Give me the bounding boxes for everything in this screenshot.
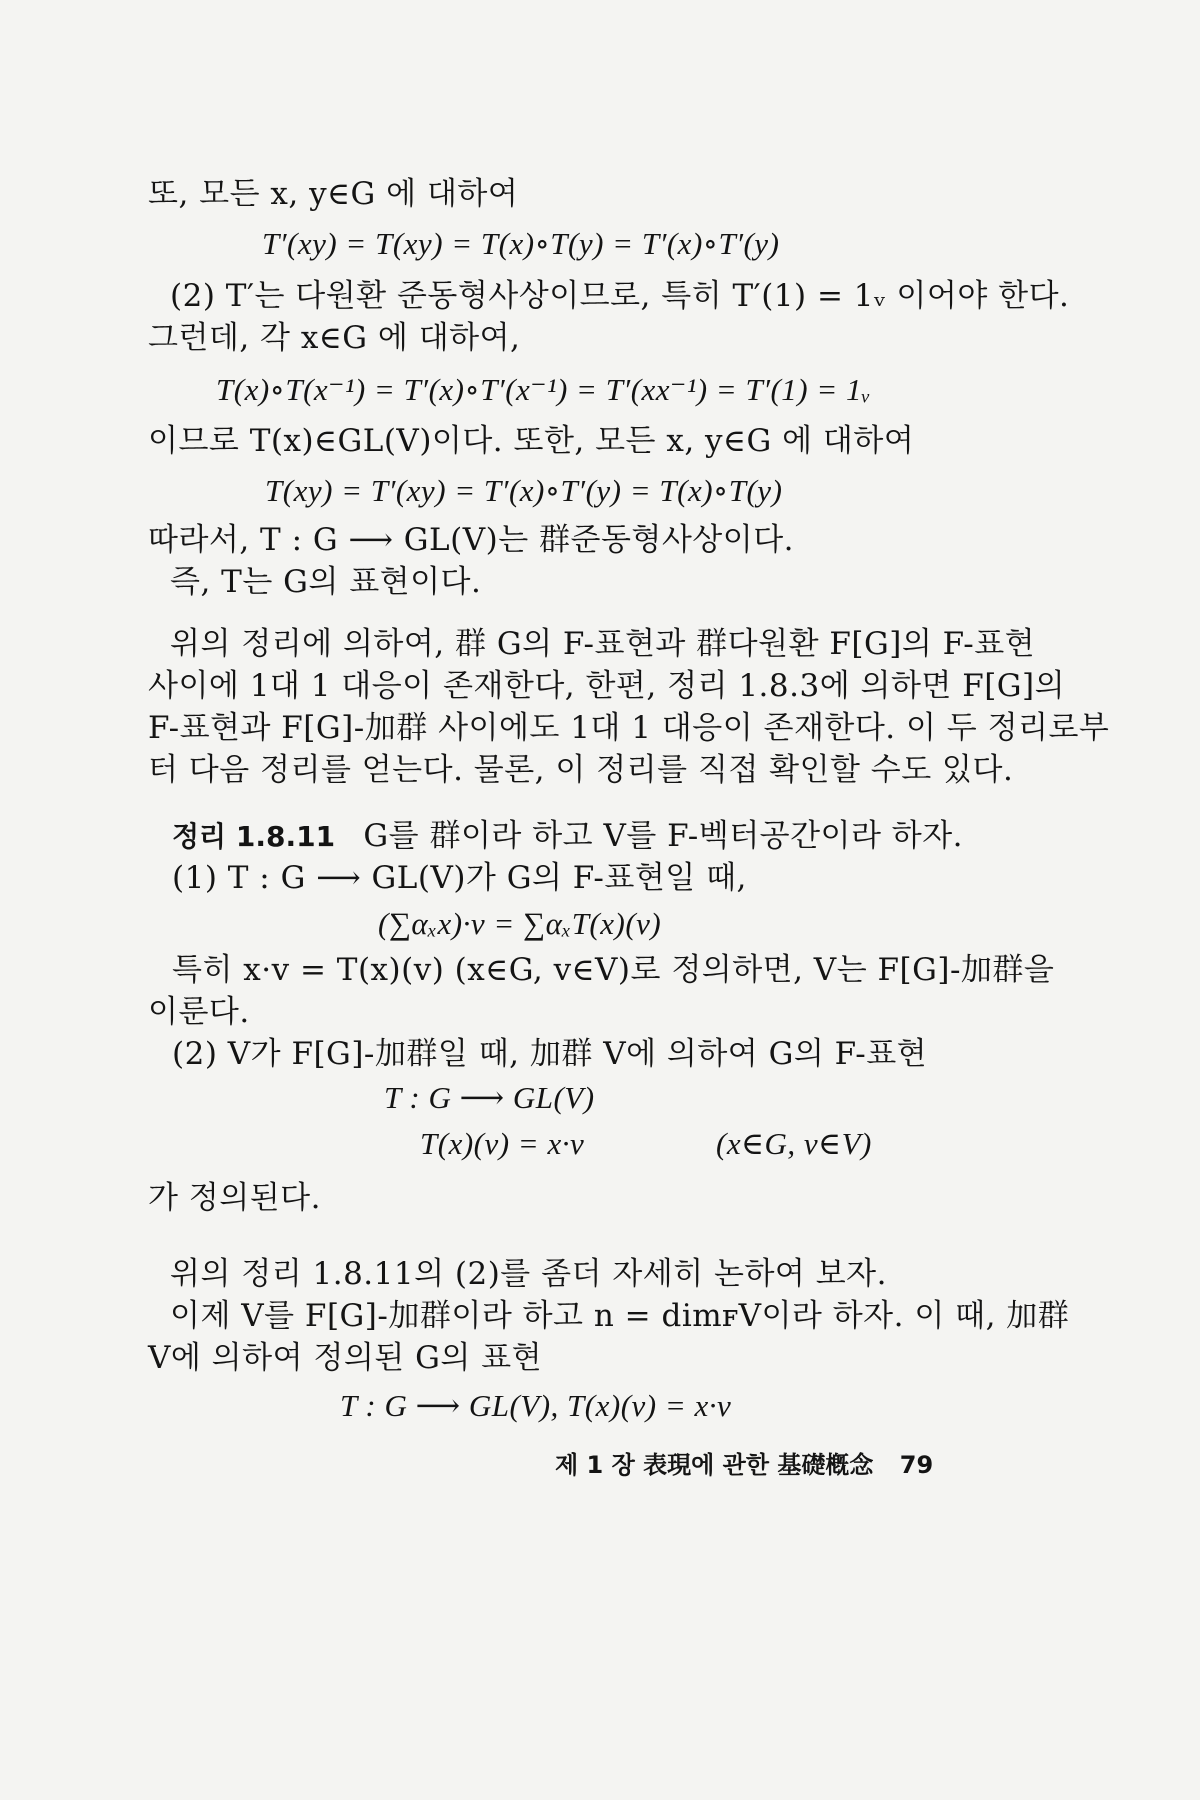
equation: T(xy) = T′(xy) = T′(x)∘T′(y) = T(x)∘T(y)	[265, 473, 783, 508]
text-line: 따라서, T : G ⟶ GL(V)는 群준동형사상이다.	[148, 522, 794, 558]
text-line: 그런데, 각 x∈G 에 대하여,	[148, 320, 521, 356]
equation: T′(xy) = T(xy) = T(x)∘T(y) = T′(x)∘T′(y)	[262, 226, 780, 261]
equation: T : G ⟶ GL(V)	[384, 1080, 595, 1115]
text-line: F-표현과 F[G]-加群 사이에도 1대 1 대응이 존재한다. 이 두 정리로부	[148, 710, 1110, 746]
chapter-title: 제 1 장 表現에 관한 基礎槪念	[555, 1451, 874, 1479]
text-line: 이제 V를 F[G]-加群이라 하고 n = dimꜰV이라 하자. 이 때, 加群	[170, 1298, 1070, 1334]
equation: T : G ⟶ GL(V), T(x)(v) = x·v	[340, 1388, 732, 1423]
equation: T(x)∘T(x⁻¹) = T′(x)∘T′(x⁻¹) = T′(xx⁻¹) = T′(1) = 1ᵥ	[216, 372, 872, 407]
text-line: 위의 정리에 의하여, 群 G의 F-표현과 群다원환 F[G]의 F-표현	[170, 626, 1036, 662]
text-line: 가 정의된다.	[148, 1180, 321, 1216]
page-number: 79	[899, 1451, 934, 1479]
text-line: 터 다음 정리를 얻는다. 물론, 이 정리를 직접 확인할 수도 있다.	[148, 752, 1014, 788]
equation-condition: (x∈G, v∈V)	[716, 1126, 872, 1161]
text-line: 위의 정리 1.8.11의 (2)를 좀더 자세히 논하여 보자.	[170, 1256, 887, 1292]
text-line: (2) T′는 다원환 준동형사상이므로, 특히 T′(1) = 1ᵥ 이어야 한다.	[170, 278, 1070, 314]
theorem-heading	[172, 816, 963, 857]
equation: (∑αₓx)·v = ∑αₓT(x)(v)	[378, 906, 662, 941]
text-line: V에 의하여 정의된 G의 표현	[148, 1340, 543, 1376]
text-line: (2) V가 F[G]-加群일 때, 加群 V에 의하여 G의 F-표현	[172, 1036, 928, 1072]
text-line: (1) T : G ⟶ GL(V)가 G의 F-표현일 때,	[172, 860, 747, 896]
text-line: 사이에 1대 1 대응이 존재한다, 한편, 정리 1.8.3에 의하면 F[G]의	[148, 668, 1066, 704]
running-footer	[555, 1445, 933, 1485]
text-line: 특히 x·v = T(x)(v) (x∈G, v∈V)로 정의하면, V는 F[G]-加群을	[172, 952, 1055, 988]
text-line: 이룬다.	[148, 994, 250, 1030]
theorem-statement: G를 群이라 하고 V를 F-벡터공간이라 하자.	[363, 818, 964, 854]
text-line: 이므로 T(x)∈GL(V)이다. 또한, 모든 x, y∈G 에 대하여	[148, 423, 915, 459]
theorem-label: 정리 1.8.11	[172, 820, 336, 853]
equation: T(x)(v) = x·v	[420, 1126, 585, 1161]
text-line: 또, 모든 x, y∈G 에 대하여	[148, 176, 519, 212]
text-line: 즉, T는 G의 표현이다.	[170, 564, 482, 600]
